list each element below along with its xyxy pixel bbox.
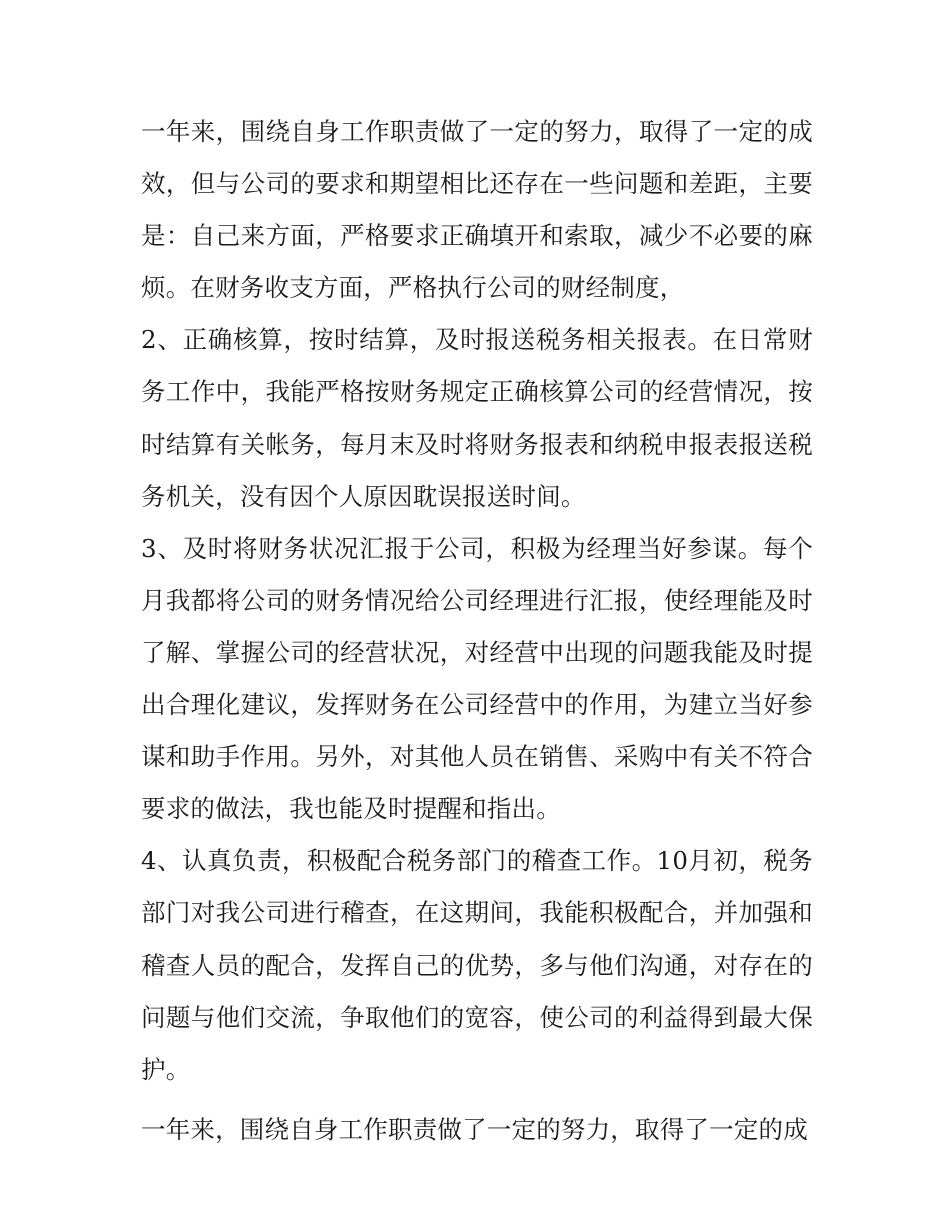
paragraph-summary: 一年来，围绕自身工作职责做了一定的努力，取得了一定的成效，但与公司的要求和期望相比还存在一些问题和差距，主要是：自己来方面，严格要求正确填开和索取，减少不必要的麻烦。在财务收支方面，严格执行公司的财经制度， <box>141 117 813 303</box>
paragraph-item-4: 4、认真负责，积极配合税务部门的稽查工作。10月初，税务部门对我公司进行稽查，在这期间，我能积极配合，并加强和稽查人员的配合，发挥自己的优势，多与他们沟通，对存在的问题与他们交流，争取他们的宽容，使公司的利益得到最大保护。 <box>141 846 813 1084</box>
paragraph-item-2: 2、正确核算，按时结算，及时报送税务相关报表。在日常财务工作中，我能严格按财务规定正确核算公司的经营情况，按时结算有关帐务，每月末及时将财务报表和纳税申报表报送税务机关，没有因个人原因耽误报送时间。 <box>141 325 813 511</box>
document-body <box>141 106 813 1156</box>
paragraph-summary-repeat: 一年来，围绕自身工作职责做了一定的努力，取得了一定的成 <box>141 1114 808 1144</box>
paragraph-item-3: 3、及时将财务状况汇报于公司，积极为经理当好参谋。每个月我都将公司的财务情况给公司经理进行汇报，使经理能及时了解、掌握公司的经营状况，对经营中出现的问题我能及时提出合理化建议，发挥财务在公司经营中的作用，为建立当好参谋和助手作用。另外，对其他人员在销售、采购中有关不符合要求的做法，我也能及时提醒和指出。 <box>141 533 813 824</box>
